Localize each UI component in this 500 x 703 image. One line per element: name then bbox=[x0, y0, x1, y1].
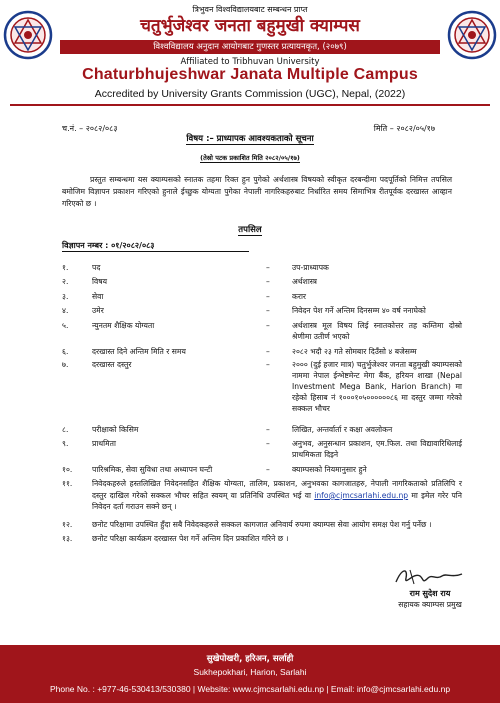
note-number: ११. bbox=[62, 479, 73, 488]
publication-note-text: (तेस्रो पटक प्रकाशित मिति २०८२/०५/१७) bbox=[200, 154, 300, 162]
item-dash: – bbox=[266, 277, 270, 286]
item-label: उमेर bbox=[92, 306, 104, 315]
notice-date: मिति – २०८२/०५/१७ bbox=[373, 124, 435, 133]
note-text-part: मा इमेल गरेर पनि निवेदन दर्ता गराउन सक्ने छन् । bbox=[92, 490, 462, 511]
item-number: ८. bbox=[62, 425, 69, 434]
intro-paragraph: प्रस्तुत सम्बन्धमा यस क्याम्पसको स्नातक तहमा रिक्त हुन पुगेको अर्थशास्त्र विषयको स्वीकृत दरबन्दीमा पदपूर्तिको निमित्त तपसिल बमोजिम विज्ञापन प्रकाशन गरिएको हुनाले ईच्छुक योग्यता पुगेका नेपाली नागरिकहरुबाट निर्धारित समय सिमाभित्र रीतपूर्वक दरखास्त आव्हान गरिएको छ । bbox=[62, 175, 452, 208]
affiliation-np: त्रिभुवन विश्वविद्यालयबाट सम्बन्धन प्राप्त bbox=[192, 5, 308, 14]
item-number: ४. bbox=[62, 306, 69, 315]
email-link[interactable]: info@cjmcsarlahi.edu.np bbox=[314, 490, 409, 500]
item-label: न्युनतम शैक्षिक योग्यता bbox=[92, 321, 155, 330]
signer-title: सहायक क्याम्पस प्रमुख bbox=[398, 600, 462, 609]
details-heading bbox=[0, 224, 500, 235]
item-dash: – bbox=[266, 465, 270, 474]
footer-contacts: Phone No. : +977-46-530413/530380 | Website: www.cjmcsarlahi.edu.np | Email: info@cjmcsarlahi.edu.np bbox=[49, 684, 451, 694]
item-dash: – bbox=[266, 347, 270, 356]
note-text: छनोट परिक्षा कार्यक्रम दरखास्त पेश गर्ने अन्तिम दिन प्रकाशित गरिने छ । bbox=[92, 534, 289, 543]
reference-number: च.नं. – २०८२/०८३ bbox=[62, 124, 118, 133]
item-value: २००० (दुई हजार मात्र) चतुर्भुजेश्वर जनता बहुमुखी क्याम्पसको नाममा नेपाल ईन्भेष्टमेन्ट मेगा बैंक, हरियन शाखा (Nepal Investment Mega Bank, Harion Branch) मा रहेको हिसाब नं १०००१०५००००००८६ मा दस्तुर जम्मा गरेको सक्कल भौचर bbox=[292, 360, 462, 413]
item-value: करार bbox=[292, 292, 307, 301]
item-dash: – bbox=[266, 360, 270, 369]
letterhead bbox=[0, 0, 500, 107]
item-number: ७. bbox=[62, 360, 69, 369]
item-dash: – bbox=[266, 425, 270, 434]
item-number: ५. bbox=[62, 321, 69, 330]
college-name-en: Chaturbhujeshwar Janata Multiple Campus bbox=[82, 66, 418, 83]
item-number: १०. bbox=[62, 465, 73, 474]
item-value: अर्थशास्त्र मूल विषय लिई स्नातकोत्तर तह कम्तिमा दोस्रो श्रेणीमा उतीर्ण भएको bbox=[292, 321, 462, 341]
item-dash: – bbox=[266, 263, 270, 272]
footer-address-en: Sukhepokhari, Harion, Sarlahi bbox=[193, 667, 307, 677]
item-dash: – bbox=[266, 306, 270, 315]
publication-note bbox=[0, 153, 500, 162]
item-number: २. bbox=[62, 277, 69, 286]
note-text-part: निवेदकहरुले हस्तलिखित निवेदनसहित शैक्षिक योग्यता, तालिम, प्रकाशन, अनुभवका कागजातहरु, नेपाली नागरिकताको प्रतिलिपि र दस्तुर दाखिल गरेको सक्कल भौचर सहित स्वयम् वा प्रतिनिधि उपस्थित भई वा bbox=[92, 479, 462, 500]
item-label: दरखास्त दस्तुर bbox=[92, 360, 132, 369]
item-label: पारिश्रमिक, सेवा सुविधा तथा अध्यापन घन्टी bbox=[92, 465, 213, 474]
item-value: अर्थशास्त्र bbox=[292, 277, 317, 286]
item-value: लिखित, अन्तर्वार्ता र कक्षा अवलोकन bbox=[292, 425, 393, 434]
signer-name: राम सुदेश राय bbox=[409, 589, 451, 598]
header-divider bbox=[10, 104, 490, 106]
advertisement-number: विज्ञापन नम्बर : ०१/२०८२/०८३ bbox=[62, 240, 249, 252]
college-name-np: चतुर्भुजेश्वर जनता बहुमुखी क्याम्पस bbox=[140, 16, 360, 36]
item-label: पद bbox=[92, 263, 101, 272]
item-label: परीक्षाको किसिम bbox=[92, 425, 139, 434]
footer-bar bbox=[0, 645, 500, 703]
signature-image bbox=[392, 564, 466, 588]
item-label: प्राथमिता bbox=[92, 439, 116, 448]
item-label: दरखास्त दिने अन्तिम मिति र समय bbox=[92, 347, 186, 356]
item-value: निवेदन पेश गर्ने अन्तिम दिनसम्म ४० वर्ष ननाघेको bbox=[292, 306, 426, 315]
item-dash: – bbox=[266, 292, 270, 301]
note-text bbox=[92, 478, 462, 513]
item-value: उप-प्राध्यापक bbox=[292, 263, 329, 272]
note-number: १२. bbox=[62, 520, 73, 529]
item-number: ३. bbox=[62, 292, 69, 301]
accreditation-band-np: विश्वविद्यालय अनुदान आयोगबाट गुणस्तर प्रत्यायनकृत, (२०७९) bbox=[60, 40, 440, 54]
notice-subject bbox=[0, 133, 500, 144]
item-value: २०८२ भदौ २३ गते सोमबार दिउँसो ४ बजेसम्म bbox=[292, 347, 417, 356]
item-number: ९. bbox=[62, 439, 69, 448]
affiliation-en: Affiliated to Tribhuvan University bbox=[180, 57, 320, 67]
note-number: १३. bbox=[62, 534, 73, 543]
subject-text: विषय :– प्राध्यापक आवश्यकताको सूचना bbox=[186, 134, 314, 144]
item-value: क्याम्पसको नियमानुसार हुने bbox=[292, 465, 367, 474]
item-label: सेवा bbox=[92, 292, 104, 301]
item-dash: – bbox=[266, 321, 270, 330]
item-number: १. bbox=[62, 263, 69, 272]
item-label: विषय bbox=[92, 277, 107, 286]
accreditation-en: Accredited by University Grants Commission (UGC), Nepal, (2022) bbox=[94, 88, 406, 100]
item-number: ६. bbox=[62, 347, 69, 356]
footer-address-np: सुखेपोखरी, हरिअन, सर्लाही bbox=[206, 654, 294, 664]
item-dash: – bbox=[266, 439, 270, 448]
item-value: अनुभव, अनुसन्धान प्रकाशन, एम.फिल. तथा विद्यावारिधिलाई प्राथमिकता दिइने bbox=[292, 439, 462, 459]
details-heading-text: तपसिल bbox=[238, 225, 262, 235]
note-text: छनोट परिक्षामा उपस्थित हुँदा सबै निवेदकहरुले सक्कल कागजात अनिवार्य रुपमा क्याम्पस सेवा आयोग समक्ष पेश गर्नु पर्नेछ । bbox=[92, 520, 432, 529]
